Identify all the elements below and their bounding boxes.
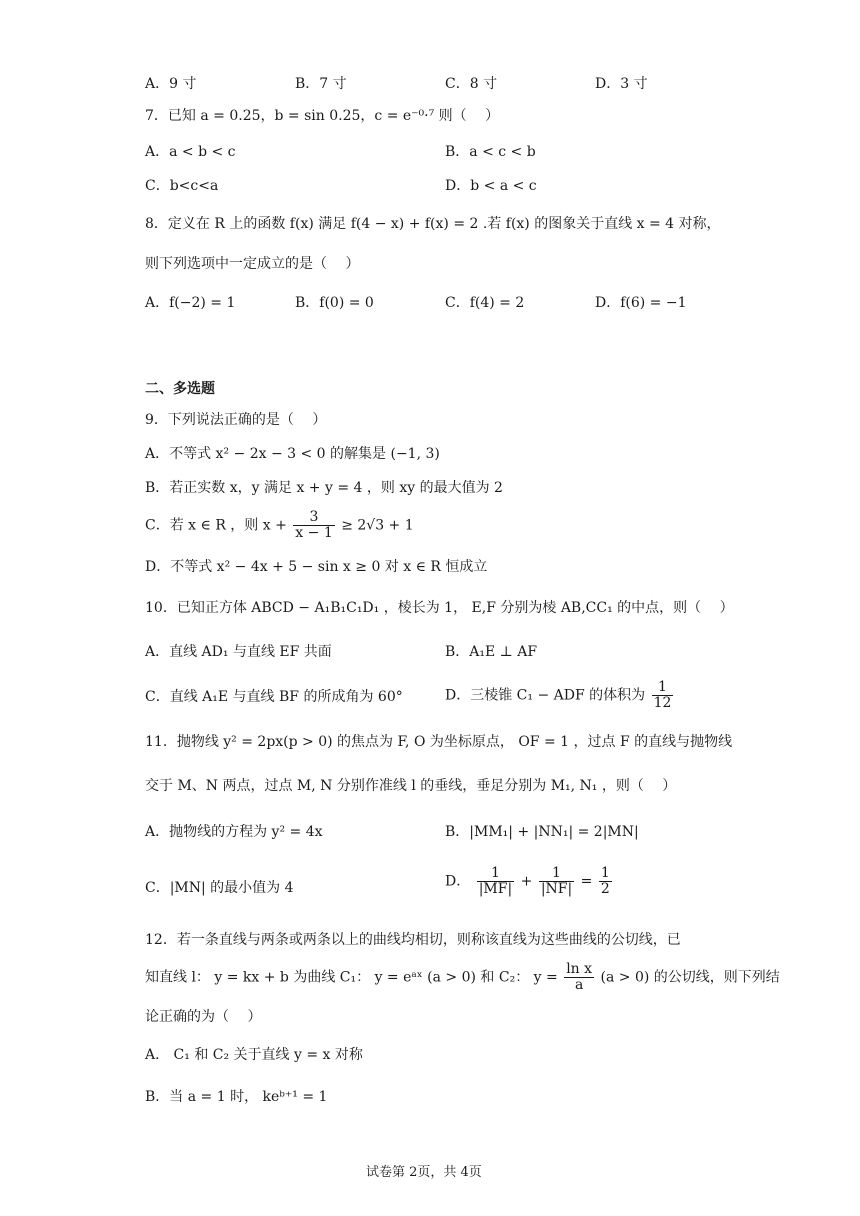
q10-option-d-numerator: 1 [652, 680, 674, 696]
q6-option-d: D．3 寸 [595, 76, 648, 92]
q8-option-d: D．f(6) = −1 [595, 295, 687, 311]
q9-option-c [145, 510, 414, 541]
page-footer: 试卷第 2页，共 4页 [366, 1165, 482, 1180]
q8-stem-line2: 则下列选项中一定成立的是（ ） [145, 256, 360, 272]
q9-option-a: A．不等式 x² − 2x − 3 < 0 的解集是 (−1, 3) [145, 446, 440, 462]
q12-stem-line2 [145, 962, 780, 993]
q10-stem: 10．已知正方体 ABCD − A₁B₁C₁D₁ ，棱长为 1， E,F 分别为棱 AB,CC₁ 的中点，则（ ） [145, 600, 734, 616]
q12-stem-line2-fraction [564, 962, 594, 993]
q11-option-d-fraction-1-numerator: 1 [477, 866, 514, 882]
q12-option-b: B．当 a = 1 时， keᵇ⁺¹ = 1 [145, 1089, 328, 1105]
q12-stem-line2-numerator: ln x [566, 961, 593, 977]
q8-option-b: B．f(0) = 0 [295, 295, 374, 311]
q12-stem-line2-prefix: 知直线 l： y = kx + b 为曲线 C₁： y = eᵃˣ (a > 0) 和 C₂： y = [145, 969, 558, 986]
q10-option-a: A．直线 AD₁ 与直线 EF 共面 [145, 644, 332, 660]
q10-option-b: B．A₁E ⊥ AF [445, 644, 538, 660]
q9-option-c-numerator: 3 [293, 510, 334, 526]
q11-option-d-fraction-2-denominator: |NF| [540, 881, 573, 897]
q11-option-d [445, 866, 614, 897]
q11-option-b: B．|MM₁| + |NN₁| = 2|MN| [445, 824, 639, 840]
q8-option-c: C．f(4) = 2 [445, 295, 525, 311]
q11-option-d-fraction-3 [599, 866, 612, 897]
q8-stem-line1: 8．定义在 R 上的函数 f(x) 满足 f(4 − x) + f(x) = 2 .若 f(x) 的图象关于直线 x = 4 对称， [145, 216, 721, 232]
q11-option-d-equals: = [580, 873, 593, 890]
q11-stem-line1: 11．抛物线 y² = 2px(p > 0) 的焦点为 F, O 为坐标原点， OF = 1 ，过点 F 的直线与抛物线 [145, 734, 733, 750]
q9-option-d: D．不等式 x² − 4x + 5 − sin x ≥ 0 对 x ∈ R 恒成立 [145, 559, 488, 575]
q10-option-c: C．直线 A₁E 与直线 BF 的所成角为 60° [145, 689, 403, 705]
q6-option-b: B．7 寸 [295, 76, 347, 92]
q9-option-c-denominator: x − 1 [295, 525, 333, 541]
q7-stem: 7．已知 a = 0.25，b = sin 0.25，c = e⁻⁰·⁷ 则（ ） [145, 108, 500, 124]
q12-stem-line3: 论正确的为（ ） [145, 1009, 262, 1025]
q9-option-c-prefix: C．若 x ∈ R ，则 x + [145, 517, 287, 534]
q8-option-a: A．f(−2) = 1 [145, 295, 236, 311]
q11-option-d-fraction-2 [539, 866, 574, 897]
q10-option-d-fraction [652, 680, 674, 711]
q9-option-c-suffix: ≥ 2√3 + 1 [341, 517, 414, 534]
q6-option-c: C．8 寸 [445, 76, 498, 92]
section-title-multi-choice: 二、多选题 [145, 381, 215, 397]
q11-option-d-fraction-1-denominator: |MF| [478, 881, 513, 897]
q11-option-d-fraction-3-denominator: 2 [600, 881, 610, 897]
q10-option-d-denominator: 12 [653, 695, 672, 711]
q11-option-d-plus: + [520, 873, 533, 890]
q11-option-a: A．抛物线的方程为 y² = 4x [145, 824, 323, 840]
q12-option-a: A． C₁ 和 C₂ 关于直线 y = x 对称 [145, 1047, 363, 1063]
q11-option-d-fraction-3-numerator: 1 [600, 865, 610, 881]
q11-option-d-fraction-2-numerator: 1 [539, 866, 574, 882]
q12-stem-line2-suffix: (a > 0) 的公切线，则下列结 [600, 969, 780, 986]
q9-stem: 9．下列说法正确的是（ ） [145, 412, 327, 428]
q7-option-c: C．b<c<a [145, 178, 219, 194]
q12-stem-line1: 12．若一条直线与两条或两条以上的曲线均相切，则称该直线为这些曲线的公切线，已 [145, 932, 681, 948]
q7-option-a: A．a < b < c [145, 144, 236, 160]
q9-option-b: B．若正实数 x，y 满足 x + y = 4 ，则 xy 的最大值为 2 [145, 480, 503, 496]
q9-option-c-fraction [293, 510, 334, 541]
q12-stem-line2-denominator: a [574, 977, 584, 993]
q11-option-d-fraction-1 [477, 866, 514, 897]
q10-option-d-prefix: D．三棱锥 C₁ − ADF 的体积为 [445, 687, 646, 704]
q6-option-a: A．9 寸 [145, 76, 197, 92]
q7-option-d: D．b < a < c [445, 178, 537, 194]
q11-option-d-prefix: D． [445, 873, 471, 890]
q10-option-d [445, 680, 675, 711]
q11-option-c: C．|MN| 的最小值为 4 [145, 880, 294, 896]
q11-stem-line2: 交于 M、N 两点，过点 M, N 分别作准线 l 的垂线，垂足分别为 M₁, N₁ ，则（ ） [145, 778, 677, 794]
q7-option-b: B．a < c < b [445, 144, 536, 160]
